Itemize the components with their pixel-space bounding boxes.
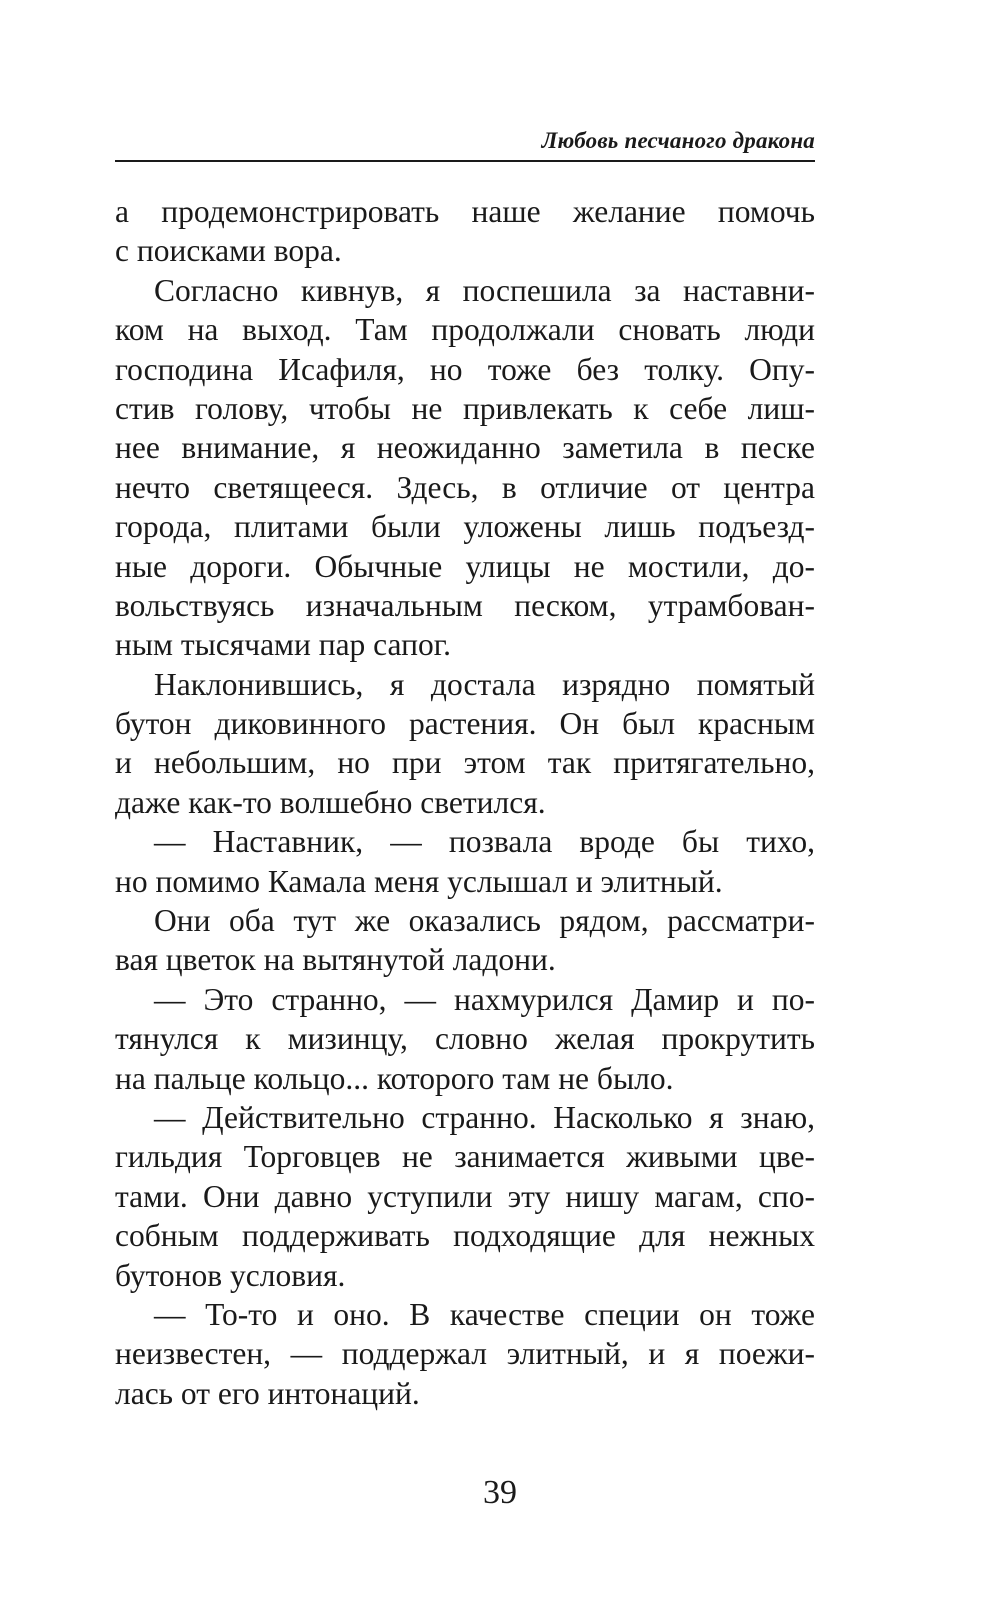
text-line: нечто светящееся. Здесь, в отличие от центра [115, 469, 815, 505]
text-line: тами. Они давно уступили эту нишу магам, спо- [115, 1178, 815, 1214]
text-line: города, плитами были уложены лишь подъезд- [115, 509, 815, 545]
text-line: с поисками вора. [115, 233, 342, 269]
text-line: на пальце кольцо... которого там не было. [115, 1060, 674, 1096]
text-line: вольствуясь изначальным песком, утрамбован- [115, 587, 815, 623]
book-title: Любовь песчаного дракона [541, 128, 815, 153]
text-line: нее внимание, я неожиданно заметила в песке [115, 430, 815, 466]
text-line: ком на выход. Там продолжали сновать люди [115, 312, 815, 348]
text-line: тянулся к мизинцу, словно желая прокрутить [115, 1021, 815, 1057]
text-line: и небольшим, но при этом так притягательно, [115, 745, 815, 781]
text-line: господина Исафиля, но тоже без толку. Опу- [115, 351, 815, 387]
text-line: — Действительно странно. Насколько я знаю, [154, 1099, 815, 1135]
text-line: ным тысячами пар сапог. [115, 627, 451, 663]
text-line: ные дороги. Обычные улицы не мостили, до- [115, 548, 815, 584]
text-line: Они оба тут же оказались рядом, рассматри- [154, 903, 815, 939]
text-line: Согласно кивнув, я поспешила за наставни- [154, 272, 815, 308]
page-body-text [115, 192, 815, 1413]
text-line: вая цветок на вытянутой ладони. [115, 942, 556, 978]
text-line: неизвестен, — поддержал элитный, и я поежи- [115, 1336, 815, 1372]
text-line: собным поддерживать подходящие для нежных [115, 1218, 815, 1254]
text-line: — Наставник, — позвала вроде бы тихо, [154, 824, 815, 860]
text-line: гильдия Торговцев не занимается живыми цве- [115, 1139, 815, 1175]
text-line: бутонов условия. [115, 1257, 346, 1293]
text-line: — То-то и оно. В качестве специи он тоже [154, 1296, 815, 1332]
text-line: — Это странно, — нахмурился Дамир и по- [154, 981, 815, 1017]
text-line: стив голову, чтобы не привлекать к себе лиш- [115, 390, 815, 426]
text-line: даже как-то волшебно светился. [115, 784, 546, 820]
running-header [115, 126, 815, 162]
text-line: лась от его интонаций. [115, 1375, 420, 1411]
text-line: а продемонстрировать наше желание помочь [115, 194, 815, 229]
text-line: но помимо Камала меня услышал и элитный. [115, 863, 723, 899]
page-number: 39 [483, 1474, 517, 1511]
text-line: Наклонившись, я достала изрядно помятый [154, 666, 815, 702]
text-line: бутон диковинного растения. Он был красным [115, 706, 815, 742]
